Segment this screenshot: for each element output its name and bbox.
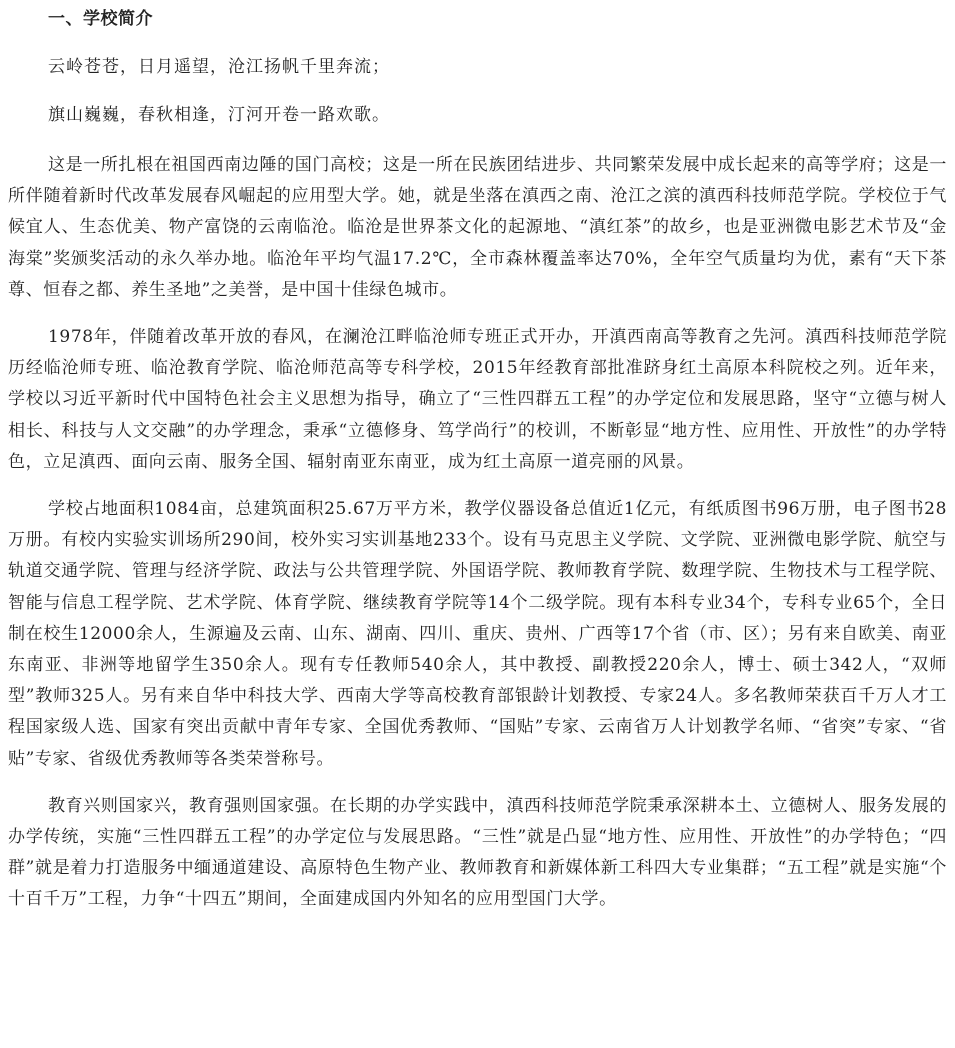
section-heading: 一、学校简介 xyxy=(48,9,153,29)
verse-line-1: 云岭苍苍，日月遥望，沧江扬帆千里奔流； xyxy=(48,57,390,77)
paragraph-history: 1978年，伴随着改革开放的春风，在澜沧江畔临沧师专班正式开办，开滇西南高等教育之先河。滇西科技师范学院历经临沧师专班、临沧教育学院、临沧师范高等专科学校，2015年经教育部批准跻身红土高原本科院校之列。近年来，学校以习近平新时代中国特色社会主义思想为指导，确立了“三性四群五工程”的办学定位和发展思路，坚守“立德与树人相长、科技与人文交融”的办学理念，秉承“立德修身、笃学尚行”的校训，不断彰显“地方性、应用性、开放性”的办学特色，立足滇西、面向云南、服务全国、辐射南亚东南亚，成为红土高原一道亮丽的风景。 xyxy=(8,327,947,472)
paragraph-mission: 教育兴则国家兴，教育强则国家强。在长期的办学实践中，滇西科技师范学院秉承深耕本土、立德树人、服务发展的办学传统，实施“三性四群五工程”的办学定位与发展思路。“三性”就是凸显“地方性、应用性、开放性”的办学特色；“四群”就是着力打造服务中缅通道建设、高原特色生物产业、教师教育和新媒体新工科四大专业集群；“五工程”就是实施“个十百千万”工程，力争“十四五”期间，全面建成国内外知名的应用型国门大学。 xyxy=(8,795,947,910)
verse-line-2: 旗山巍巍，春秋相逢，汀河开卷一路欢歌。 xyxy=(48,105,390,125)
paragraph-intro: 这是一所扎根在祖国西南边陲的国门高校；这是一所在民族团结进步、共同繁荣发展中成长起来的高等学府；这是一所伴随着新时代改革发展春风崛起的应用型大学。她，就是坐落在滇西之南、沧江之滨的滇西科技师范学院。学校位于气候宜人、生态优美、物产富饶的云南临沧。临沧是世界茶文化的起源地、“滇红茶”的故乡，也是亚洲微电影艺术节及“金海棠”奖颁奖活动的永久举办地。临沧年平均气温17.2℃，全市森林覆盖率达70%，全年空气质量均为优，素有“天下茶尊、恒春之都、养生圣地”之美誉，是中国十佳绿色城市。 xyxy=(8,155,947,300)
paragraph-facilities: 学校占地面积1084亩，总建筑面积25.67万平方米，教学仪器设备总值近1亿元，有纸质图书96万册，电子图书28万册。有校内实验实训场所290间，校外实习实训基地233个。设有马克思主义学院、文学院、亚洲微电影学院、航空与轨道交通学院、管理与经济学院、政法与公共管理学院、外国语学院、教师教育学院、数理学院、生物技术与工程学院、智能与信息工程学院、艺术学院、体育学院、继续教育学院等14个二级学院。现有本科专业34个，专科专业65个，全日制在校生12000余人，生源遍及云南、山东、湖南、四川、重庆、贵州、广西等17个省（市、区）；另有来自欧美、南亚东南亚、非洲等地留学生350余人。现有专任教师540余人，其中教授、副教授220余人，博士、硕士342人，“双师型”教师325人。另有来自华中科技大学、西南大学等高校教育部银龄计划教授、专家24人。多名教师荣获百千万人才工程国家级人选、国家有突出贡献中青年专家、全国优秀教师、“国贴”专家、云南省万人计划教学名师、“省突”专家、“省贴”专家、省级优秀教师等各类荣誉称号。 xyxy=(8,499,947,769)
